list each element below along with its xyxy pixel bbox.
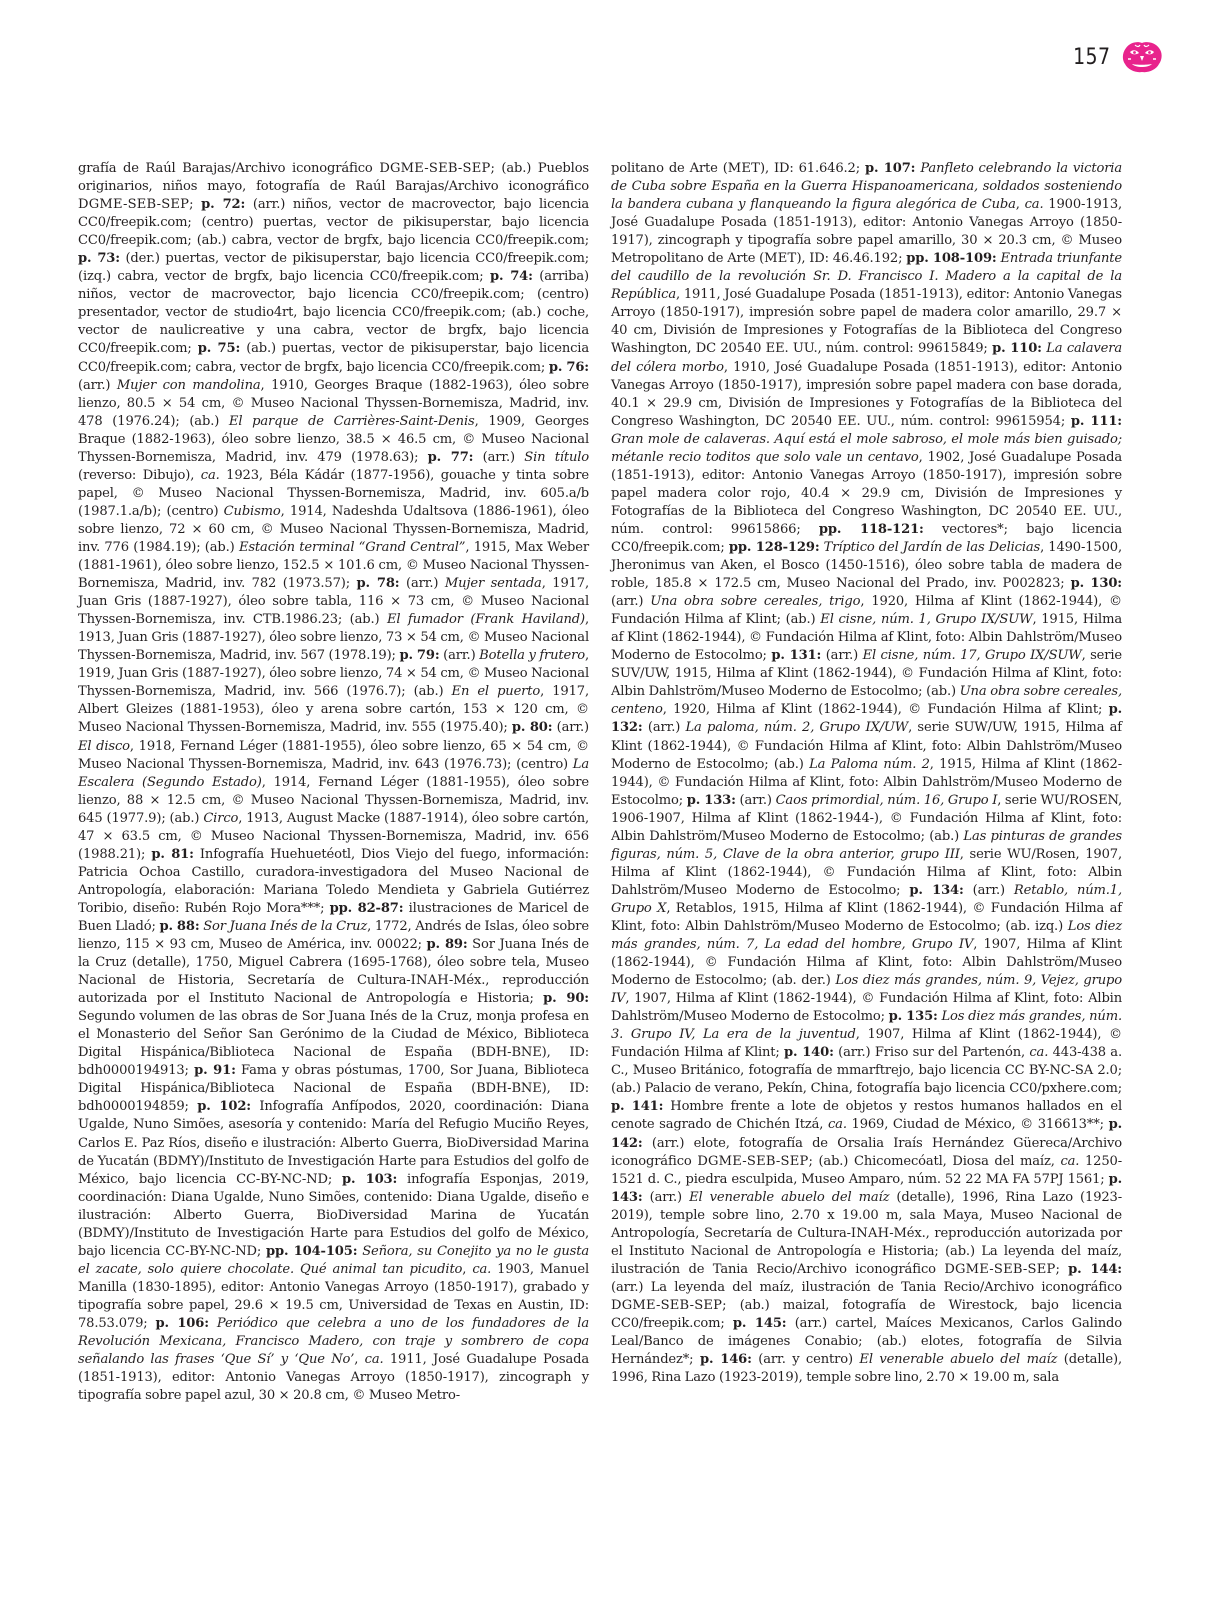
mexican-mask-emblem-icon: [1120, 40, 1164, 74]
credit-text: ; (ab.) Chicomecóatl, Diosa del maíz,: [808, 1153, 1061, 1169]
credit-text: (arr.): [78, 377, 117, 393]
page-reference: p. 74:: [489, 269, 533, 285]
page-reference: p. 144:: [1068, 1261, 1122, 1277]
credit-text: , 1914, Fernand Léger (1881-1955), óleo sobre lienzo, 88 × 12.5 cm, © Museo Nacional Thyssen-Bornemisza, Madrid, inv. 645 (1977.9); (ab.): [78, 774, 589, 826]
page-reference: p. 91:: [194, 1063, 236, 1079]
artwork-title: Botella y frutero: [479, 648, 585, 664]
institution-acronym: DGME-SEB-SEP: [697, 1153, 809, 1169]
credit-text: (arr.): [642, 1189, 690, 1205]
credit-text: Sor Juana Inés de la Cruz (detalle), 1750, Miguel Cabrera (1695-1768), óleo sobre tela, Museo Nacional de Historia, Secretaría de Cultura-: [78, 937, 590, 989]
artwork-title: Panfleto celebrando la victoria de Cuba sobre España en la Guerra Hispanoamericana, soldados sosteniendo la bandera cubana y flanqueando la figura alegórica de Cuba: [611, 161, 1122, 213]
credit-text: 1923, Béla Kádár (1877-1956), gouache y tinta sobre papel, © Museo Nacional Thyssen-Bornemisza, Madrid, inv. 605.a/b (1987.1.a/b); (centro): [78, 467, 589, 519]
credit-text: ; (ab.) maizal, fotografía de Wirestock, bajo licencia CC0/freepik.com;: [611, 1297, 1122, 1331]
credit-text: , 1914, Nadeshda Udaltsova (1886-1961), óleo sobre lienzo, 72 × 60 cm, © Museo Nacional Thyssen-Bornemisza, Madrid, inv. 776 (1984.19); (ab.): [78, 503, 589, 555]
page-reference: p. 78:: [356, 576, 400, 592]
page-reference: p. 75:: [197, 341, 241, 357]
credit-text: , Retablos, 1915, Hilma af Klint (1862-1944), © Fundación Hilma af Klint, foto: Albin Dahlström/Museo Moderno de Estocolmo; (ab. izq.): [611, 900, 1122, 934]
page-reference: p. 130:: [1070, 576, 1122, 592]
credit-text: , 1911, José Guadalupe Posada (1851-1913), editor: Antonio Vanegas Arroyo (1850-1917), impresión sobre papel de madera color amarillo, 29.7 × 40 cm, División de Impresiones y Fotografías de la Biblioteca del Congreso Washington, DC 20540 EE. UU., núm. control: 99615849;: [611, 287, 1122, 357]
artwork-title: Estación terminal “Grand Central”: [238, 539, 466, 555]
credit-text: ;: [1055, 1261, 1069, 1277]
credit-text: (arr.): [399, 576, 445, 592]
credit-text: , serie SUV/UW, 1915, Hilma af Klint (1862-1944), © Fundación Hilma af Klint, foto: Albin Dahlström/Museo Moderno de Estocolmo; (ab.): [611, 648, 1123, 700]
artwork-title: El cisne, núm. 17, Grupo IX/SUW: [862, 648, 1082, 664]
artwork-title: ca.: [1060, 1153, 1080, 1169]
credit-text: ilustraciones de Maricel de Buen Lladó;: [78, 900, 590, 934]
credit-text: ;: [189, 197, 202, 213]
artwork-title: Entrada triunfante del caudillo de la revolución Sr. D. Francisco I. Madero a la capital de la República: [611, 251, 1122, 303]
institution-acronym: MET: [764, 251, 797, 267]
artwork-title: En el puerto: [451, 684, 541, 700]
credit-text: 1903, Manuel Manilla (1830-1895), editor: Antonio Vanegas Arroyo (1850-1917), grabado y tipografía sobre papel, 29.6 × 19.5 cm, Universidad de Texas en Austin, ID: 78.53.079;: [78, 1261, 590, 1331]
artwork-title: El parque de Carrières-Saint-Denis: [228, 413, 475, 429]
credit-text: ,: [354, 1352, 365, 1368]
credit-text: (arr.): [821, 648, 863, 664]
institution-acronym: INAH: [410, 973, 449, 989]
page-reference: p. 106:: [155, 1316, 209, 1331]
artwork-title: ca.: [200, 467, 220, 483]
credit-text: politano de Arte (: [611, 161, 728, 176]
credit-text: vectores*; bajo licencia CC0/freepik.com;: [611, 521, 1122, 555]
page-reference: p. 134:: [909, 882, 964, 898]
artwork-title: El venerable abuelo del maíz: [689, 1189, 890, 1205]
artwork-title: ca.: [1029, 1045, 1049, 1061]
credit-text: (arr.) elote, fotografía de Orsalia Iraís Hernández Güereca/Archivo iconográfico: [611, 1135, 1122, 1169]
artwork-title: Mujer con mandolina: [116, 377, 261, 393]
artwork-title: El venerable abuelo del maíz: [859, 1352, 1058, 1368]
page-reference: pp. 118-121:: [818, 521, 924, 537]
institution-acronym: DGME-SEB-SEP: [78, 197, 190, 213]
credit-text: ; (ab.) Pueblos originarios, niños mayo, fotografía de Raúl Barajas/Archivo iconográfico: [78, 161, 589, 195]
credit-text: , 1907, Hilma af Klint (1862-1944), © Fundación Hilma af Klint, foto: Albin Dahlström/Museo Moderno de Estocolmo; (ab. der.): [611, 937, 1123, 989]
artwork-title: El fumador (Frank Haviland): [386, 612, 585, 628]
credit-text: , 1490-1500, Jheronimus van Aken, el Bosco (1450-1516), óleo sobre tabla de madera de roble, 185.8 × 172.5 cm, Museo Nacional del Prado, inv. P002823;: [611, 539, 1122, 592]
institution-acronym: DGME-SEB-SEP: [379, 161, 491, 176]
page-reference: pp. 108-109:: [906, 251, 997, 267]
credit-text: Fama y obras póstumas, 1700, Sor Juana, Biblioteca Digital Hispánica/Biblioteca Nacional de España (BDH-BNE), ID: bdh0000194859;: [78, 1063, 589, 1115]
artwork-title: El cisne, núm. 1, Grupo IX/SUW: [820, 612, 1033, 628]
credit-text: (ab.) puertas, vector de pikisuperstar, bajo licencia CC0/freepik.com; cabra, vector de brgfx, bajo licencia CC0/freepik.com;: [78, 341, 589, 375]
page-reference: p. 133:: [686, 792, 736, 808]
artwork-title: Una obra sobre cereales, centeno: [611, 684, 1122, 718]
credit-text: (arr.): [642, 720, 686, 736]
credit-text: , 1910, Georges Braque (1882-1963), óleo sobre lienzo, 80.5 × 54 cm, © Museo Nacional Thyssen-Bornemisza, Madrid, inv. 478 (1976.24); (ab.): [78, 377, 589, 429]
credit-text: , 1919, Juan Gris (1887-1927), óleo sobre lienzo, 74 × 54 cm, © Museo Nacional Thyssen-Bornemisza, Madrid, inv. 566 (1976.7); (ab.): [78, 648, 589, 700]
credit-text: infografía Esponjas, 2019, coordinación: Diana Ugalde, Nuno Simões, contenido: Diana Ugalde, diseño e ilustración: Alberto Guerra, BioDiversidad Marina de Yucatán (BDMY)/Instituto de Investigación Harte para Estudios del golfo de México, bajo licencia CC-BY-NC-ND;: [78, 1171, 589, 1259]
credit-text: , 1918, Fernand Léger (1881-1955), óleo sobre lienzo, 65 × 54 cm, © Museo Nacional Thyssen-Bornemisza, Madrid, inv. 643 (1976.73); (centro): [78, 738, 589, 772]
credit-text: 443-438 a. C., Museo Británico, fotografía de mmarftrejo, bajo licencia CC BY-NC-SA 2.0; (ab.) Palacio de verano, Pekín, China, fotografía bajo licencia CC0/pxhere.com;: [611, 1045, 1122, 1097]
artwork-title: ca.: [472, 1261, 492, 1277]
artwork-title: La calavera del cólera morbo: [611, 341, 1122, 375]
credit-text: (arriba) niños, vector de macrovector, bajo licencia CC0/freepik.com; (centro) presentador, vector de studio4rt, bajo licencia CC0/freepik.com; (ab.) coche, vector de naulicreative y una cabra, vector de brgfx, bajo licencia CC0/freepik.com;: [78, 269, 589, 357]
credit-text: , 1917, Albert Gleizes (1881-1953), óleo y arena sobre cartón, 153 × 120 cm, © Museo Nacional Thyssen-Bornemisza, Madrid, inv. 555 (1975.40);: [78, 684, 589, 736]
page-reference: pp. 82-87:: [329, 900, 404, 916]
artwork-title: El disco: [78, 738, 130, 754]
artwork-title: Caos primordial, núm. 16, Grupo I: [775, 792, 998, 808]
credit-text: , 1913, Juan Gris (1887-1927), óleo sobre lienzo, 73 × 54 cm, © Museo Nacional Thyssen-Bornemisza, Madrid, inv. 567 (1978.19);: [78, 612, 589, 664]
page-header: [1067, 40, 1165, 74]
credit-text: , 1902, José Guadalupe Posada (1851-1913), editor: Antonio Vanegas Arroyo (1850-1917), impresión sobre papel madera color rojo, 40.4 × 29.9 cm, División de Impresiones y Fotografías de la Biblioteca del Congreso Washington, DC 20540 EE. UU., núm. control: 99615866;: [611, 449, 1123, 537]
page-reference: p. 107:: [864, 161, 916, 176]
credit-text: , 1909, Georges Braque (1882-1963), óleo sobre lienzo, 38.5 × 46.5 cm, © Museo Nacional Thyssen-Bornemisza, Madrid, inv. 479 (1978.63);: [78, 413, 589, 465]
page-reference: p. 146:: [699, 1352, 752, 1368]
artwork-title: Mujer sentada: [444, 576, 542, 592]
page-reference: pp. 104-105:: [266, 1243, 358, 1259]
credit-text: 1969, Ciudad de México, © 316613**;: [846, 1117, 1109, 1133]
artwork-title: Tríptico del Jardín de las Delicias: [823, 539, 1041, 555]
credit-text: (detalle), 1996, Rina Lazo (1923-2019), temple sobre lino, 2.70 x 19.00 m, sala Maya, Museo Nacional de Antropología, Secretaría de Cultura-: [611, 1189, 1123, 1241]
page-reference: p. 72:: [201, 197, 246, 213]
credit-text: (arr.) Friso sur del Partenón,: [833, 1045, 1030, 1061]
credit-text: ), ID: 61.646.2;: [760, 161, 865, 176]
credit-text: (der.) puertas, vector de pikisuperstar, bajo licencia CC0/freepik.com; (izq.) cabra, vector de brgfx, bajo licencia CC0/freepik.com;: [78, 251, 590, 285]
credits-body: [78, 160, 1122, 1405]
page-reference: p. 141:: [611, 1099, 664, 1115]
page-reference: p. 143:: [611, 1171, 1122, 1205]
credit-text: 1911, José Guadalupe Posada (1851-1913), editor: Antonio Vanegas Arroyo (1850-1917), zincograph y tipografía sobre papel azul, 30 × 20.8 cm, © Museo Metro-: [78, 1352, 589, 1404]
artwork-title: Señora, su Conejito ya no le gusta el zacate, solo quiere chocolate. Qué animal tan picudito: [78, 1243, 589, 1277]
credit-text: (arr. y centro): [751, 1352, 860, 1368]
artwork-title: La Escalera (Segundo Estado): [78, 756, 589, 790]
credit-text: Infografía Huehuetéotl, Dios Viejo del fuego, información: Patricia Ochoa Castillo, curadora-investigadora del Museo Nacional de Antropología, elaboración: Mariana Toledo Mendieta y Gabriela Gutiérrez Toribio, diseño: Rubén Rojo Mora***;: [78, 846, 590, 916]
credit-text: Infografía Anfípodos, 2020, coordinación: Diana Ugalde, Nuno Simões, asesoría y contenido: María del Refugio Muciño Reyes, Carlos E. Paz Ríos, diseño e ilustración: Alberto Guerra, BioDiversidad Marina de Yucatán (BDMY)/Instituto de Investigación Harte para Estudios del golfo de México, bajo licencia CC-BY-NC-ND;: [78, 1099, 589, 1187]
credit-text: ), ID: 46.46.192;: [796, 251, 907, 267]
institution-acronym: DGME-SEB-SEP: [611, 1297, 723, 1313]
credits-column-right: [611, 160, 1122, 1405]
credit-text: (arr.): [552, 720, 589, 736]
credit-text: (detalle), 1996, Rina Lazo (1923-2019), temple sobre lino, 2.70 × 19.00 m, sala: [611, 1352, 1122, 1386]
page-reference: p. 145:: [732, 1316, 787, 1331]
credit-text: , 1915, Hilma af Klint (1862-1944), © Fundación Hilma af Klint, foto: Albin Dahlström/Museo Moderno de Estocolmo;: [611, 756, 1122, 808]
page-reference: p. 88:: [159, 918, 200, 934]
credit-text: 1900-1913, José Guadalupe Posada (1851-1913), editor: Antonio Vanegas Arroyo (1850-1917), zincograph y tipografía sobre papel amarillo, 30 × 20.3 cm, © Museo Metropolitano de Arte (: [611, 197, 1123, 267]
artwork-title: ca.: [1024, 197, 1044, 213]
artwork-title: Los diez más grandes, núm. 9, Vejez, grupo IV: [611, 973, 1122, 1007]
page-reference: p. 81:: [151, 846, 194, 862]
artwork-title: Retablo, núm.1, Grupo X: [611, 882, 1122, 916]
credit-text: ,: [1015, 197, 1025, 213]
page-reference: pp. 128-129:: [728, 539, 820, 555]
credit-text: (arr.): [473, 449, 525, 465]
credit-text: -Méx., reproducción autorizada por el Instituto Nacional de Antropología e Historia;: [78, 973, 589, 1007]
artwork-title: La paloma, núm. 2, Grupo IX/UW: [685, 720, 909, 736]
page-reference: p. 110:: [992, 341, 1042, 357]
credit-text: (arr.) cartel, Maíces Mexicanos, Carlos Galindo Leal/Banco de imágenes Conabio; (ab.) elotes, fotografía de Silvia Hernández*;: [611, 1316, 1122, 1368]
page-reference: p. 77:: [427, 449, 474, 465]
page-reference: p. 90:: [543, 991, 589, 1007]
artwork-title: Circo: [203, 810, 239, 826]
page-reference: p. 89:: [426, 937, 468, 953]
institution-acronym: DGME-SEB-SEP: [944, 1261, 1056, 1277]
page-reference: p. 132:: [611, 702, 1122, 736]
credit-text: (reverso: Dibujo),: [78, 467, 201, 483]
artwork-title: Periódico que celebra a uno de los fundadores de la Revolución Mexicana, Francisco Madero, con traje y sombrero de copa señalando las frases ‘Que Sí’ y ‘Que No’: [78, 1316, 589, 1368]
credit-text: , serie WU/ROSEN, 1906-1907, Hilma af Klint (1862-1944-), © Fundación Hilma af Klint, foto: Albin Dahlström/Museo Moderno de Estocolmo; (ab.): [611, 792, 1122, 844]
credit-text: , 1910, José Guadalupe Posada (1851-1913), editor: Antonio Vanegas Arroyo (1850-1917), impresión sobre papel madera con base dorada, 40.1 × 29.9 cm, División de Impresiones y Fotografías de la Biblioteca del Congreso Washington, DC 20540 EE. UU., núm. control: 99615954;: [611, 359, 1122, 429]
credit-text: -Méx., reproducción autorizada por el Instituto Nacional de Antropología e Historia; (ab.) La leyenda del maíz, ilustración de Tania Recio/Archivo iconográfico: [611, 1225, 1122, 1277]
credit-text: (arr.): [963, 882, 1014, 898]
credit-text: , 1915, Hilma af Klint (1862-1944), © Fundación Hilma af Klint, foto: Albin Dahlström/Museo Moderno de Estocolmo;: [611, 612, 1122, 664]
page-reference: p. 131:: [771, 648, 822, 664]
credit-text: (arr.) La leyenda del maíz, ilustración de Tania Recio/Archivo iconográfico: [611, 1279, 1122, 1295]
credit-text: (arr.) niños, vector de macrovector, bajo licencia CC0/freepik.com; (centro) puertas, vector de pikisuperstar, bajo licencia CC0/freepik.com; (ab.) cabra, vector de brgfx, bajo licencia CC0/freepik.com;: [78, 197, 590, 249]
artwork-title: La Paloma núm. 2: [809, 756, 930, 772]
artwork-title: Las pinturas de grandes figuras, núm. 5, Clave de la obra anterior, grupo III: [611, 828, 1122, 862]
mask-emblem-svg: [1120, 40, 1164, 74]
credit-text: , 1907, Hilma af Klint (1862-1944), © Fundación Hilma af Klint, foto: Albin Dahlström/Museo Moderno de Estocolmo;: [611, 991, 1122, 1025]
artwork-title: Sin título: [524, 449, 590, 465]
credit-text: (arr.): [735, 792, 776, 808]
page-reference: p. 140:: [784, 1045, 834, 1061]
credit-text: , 1915, Max Weber (1881-1961), óleo sobre lienzo, 152.5 × 101.6 cm, © Museo Nacional Thyssen-Bornemisza, Madrid, inv. 782 (1973.57);: [78, 539, 590, 592]
artwork-title: ca.: [827, 1117, 847, 1133]
page-reference: p. 111:: [1070, 413, 1122, 429]
credit-text: , 1907, Hilma af Klint (1862-1944), © Fundación Hilma af Klint;: [611, 1027, 1123, 1061]
page-number: 157: [1072, 44, 1110, 70]
institution-acronym: MET: [727, 161, 761, 176]
artwork-title: Los diez más grandes, núm. 3. Grupo IV, La era de la juventud: [611, 1009, 1122, 1043]
page-reference: p. 102:: [197, 1099, 251, 1115]
credit-text: , serie WU/Rosen, 1907, Hilma af Klint (1862-1944), © Fundación Hilma af Klint, foto: Albin Dahlström/Museo Moderno de Estocolmo;: [611, 846, 1122, 898]
credit-text: Segundo volumen de las obras de Sor Juana Inés de la Cruz, monja profesa en el Monasterio del Señor San Gerónimo de la Ciudad de México, Biblioteca Digital Hispánica/Biblioteca Nacional de España (BDH-BNE), ID: bdh0000194913;: [78, 1009, 589, 1079]
credit-text: grafía de Raúl Barajas/Archivo iconográfico: [78, 161, 380, 176]
artwork-title: Sor Juana Inés de la Cruz: [203, 918, 368, 934]
artwork-title: Gran mole de calaveras. Aquí está el mole sabroso, el mole más bien guisado; métanle recio toditos que solo vale un centavo: [611, 431, 1122, 465]
page-reference: p. 73:: [78, 251, 120, 267]
artwork-title: ca.: [364, 1352, 384, 1368]
credit-text: , 1920, Hilma af Klint (1862-1944), © Fundación Hilma af Klint;: [662, 702, 1109, 718]
credits-column-left: [78, 160, 589, 1405]
page-reference: p. 76:: [548, 359, 589, 375]
page-reference: p. 103:: [341, 1171, 398, 1187]
page-reference: p. 79:: [399, 648, 440, 664]
credit-text: , 1913, August Macke (1887-1914), óleo sobre cartón, 47 × 63.5 cm, © Museo Nacional Thyssen-Bornemisza, Madrid, inv. 656 (1988.21);: [78, 810, 589, 862]
credit-text: Hombre frente a lote de objetos y restos humanos hallados en el cenote sagrado de Chichén Itzá,: [611, 1099, 1122, 1133]
page-reference: p. 135:: [888, 1009, 938, 1025]
page-reference: p. 142:: [611, 1117, 1122, 1151]
credit-text: , 1772, Andrés de Islas, óleo sobre lienzo, 115 × 93 cm, Museo de América, inv. 00022;: [78, 918, 589, 953]
page-reference: p. 80:: [511, 720, 553, 736]
artwork-title: Los diez más grandes, núm. 7, La edad del hombre, Grupo IV: [611, 918, 1122, 953]
credit-text: 1250-1521 d. C., piedra esculpida, Museo Amparo, núm. 52 22 MA FA 57PJ 1561;: [611, 1153, 1122, 1187]
credit-text: , serie SUW/UW, 1915, Hilma af Klint (1862-1944), © Fundación Hilma af Klint, foto: Albin Dahlström/Museo Moderno de Estocolmo; (ab.): [611, 720, 1122, 772]
artwork-title: Cubismo: [223, 503, 281, 519]
credit-text: , 1917, Juan Gris (1887-1927), óleo sobre tabla, 116 × 73 cm, © Museo Nacional Thyssen-Bornemisza, inv. CTB.1986.23; (ab.): [78, 576, 589, 628]
artwork-title: Una obra sobre cereales, trigo: [650, 594, 861, 610]
credit-text: ,: [462, 1261, 473, 1277]
credit-text: (arr.): [439, 648, 480, 664]
credit-text: (arr.): [611, 594, 651, 610]
credit-text: , 1920, Hilma af Klint (1862-1944), © Fundación Hilma af Klint; (ab.): [611, 594, 1122, 628]
credit-text: [209, 1316, 217, 1331]
institution-acronym: INAH: [850, 1225, 890, 1241]
